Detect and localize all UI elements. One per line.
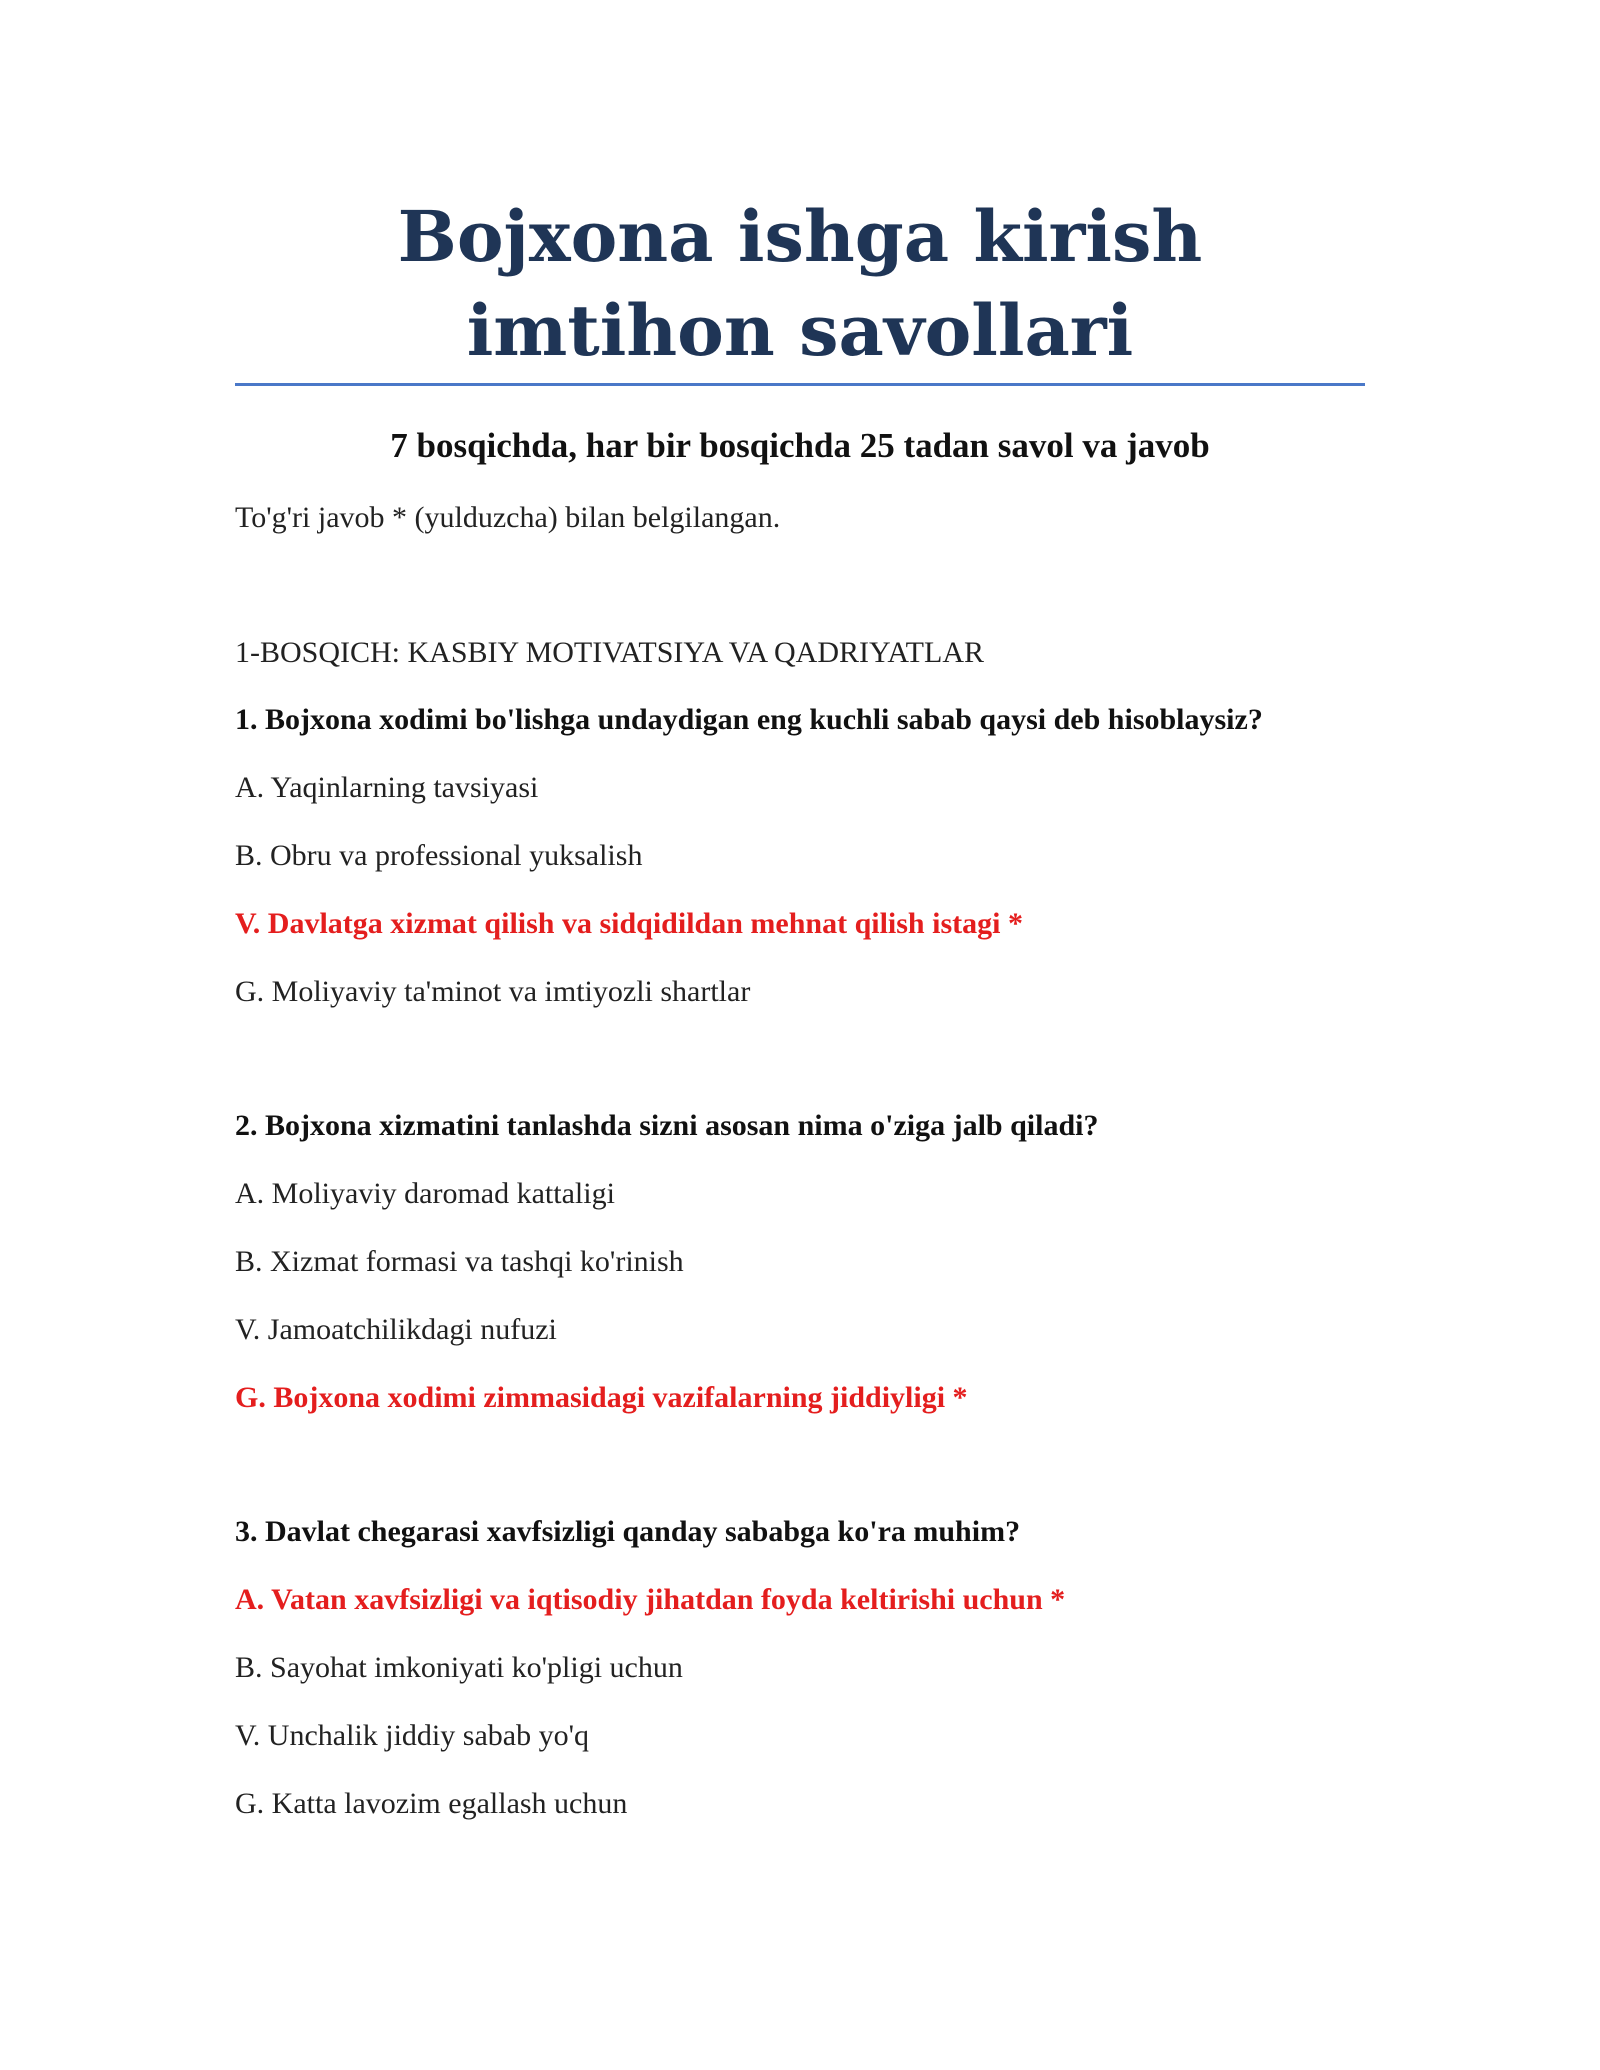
question-3-option-b: B. Sayohat imkoniyati ko'pligi uchun xyxy=(235,1651,683,1684)
question-1: 1. Bojxona xodimi bo'lishga undaydigan eng kuchli sabab qaysi deb hisoblaysiz? xyxy=(235,703,1263,736)
question-3: 3. Davlat chegarasi xavfsizligi qanday sababga ko'ra muhim? xyxy=(235,1515,1021,1548)
question-3-option-g: G. Katta lavozim egallash uchun xyxy=(235,1787,628,1820)
document-subtitle: 7 bosqichda, har bir bosqichda 25 tadan savol va javob xyxy=(390,426,1210,465)
title-divider xyxy=(235,383,1365,386)
document-title: Bojxona ishga kirish imtihon savollari xyxy=(397,195,1203,372)
question-2-option-v: V. Jamoatchilikdagi nufuzi xyxy=(235,1313,557,1346)
question-1-option-a: A. Yaqinlarning tavsiyasi xyxy=(235,771,539,804)
question-2: 2. Bojxona xizmatini tanlashda sizni asosan nima o'ziga jalb qiladi? xyxy=(235,1109,1099,1142)
question-1-option-v: V. Davlatga xizmat qilish va sidqidildan mehnat qilish istagi * xyxy=(235,907,1023,940)
answer-key-note: To'g'ri javob * (yulduzcha) bilan belgilangan. xyxy=(235,501,781,534)
question-2-option-b: B. Xizmat formasi va tashqi ko'rinish xyxy=(235,1245,684,1278)
question-2-option-a: A. Moliyaviy daromad kattaligi xyxy=(235,1177,615,1210)
question-2-option-g: G. Bojxona xodimi zimmasidagi vazifalarning jiddiyligi * xyxy=(235,1381,968,1414)
question-1-option-b: B. Obru va professional yuksalish xyxy=(235,839,643,872)
stage-heading: 1-BOSQICH: KASBIY MOTIVATSIYA VA QADRIYATLAR xyxy=(235,636,984,669)
question-1-option-g: G. Moliyaviy ta'minot va imtiyozli shartlar xyxy=(235,975,751,1008)
question-3-option-a: A. Vatan xavfsizligi va iqtisodiy jihatdan foyda keltirishi uchun * xyxy=(235,1583,1066,1616)
question-3-option-v: V. Unchalik jiddiy sabab yo'q xyxy=(235,1719,589,1752)
